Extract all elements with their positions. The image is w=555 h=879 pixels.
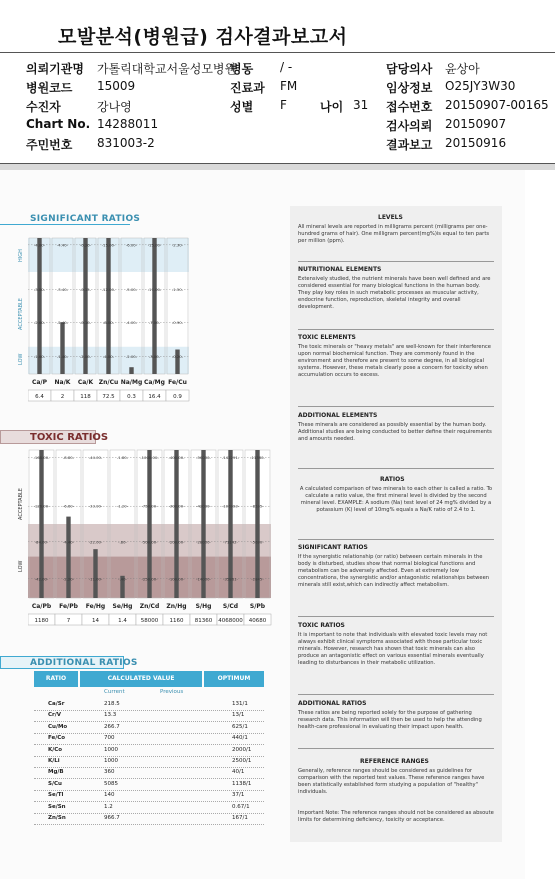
table-row (34, 724, 264, 734)
label-doctor: 담당의사 (386, 62, 433, 76)
current-value: 218.5 (104, 701, 120, 707)
tick-label: -44.00- (88, 454, 103, 460)
ratio-name: Cu/Mo (48, 723, 68, 730)
table-row (34, 815, 264, 825)
label-request-date: 검사의뢰 (386, 119, 433, 133)
tick-label: -250.00- (141, 576, 158, 582)
row-divider (34, 733, 264, 734)
text-additional-elements: These minerals are considered as possibly essential by the human body. Additional studies are being conducted to better define their requirements and amounts needed. (298, 422, 492, 442)
value-hospital-code: 15009 (97, 79, 136, 93)
tick-label: -1.60- (33, 353, 46, 359)
current-value: 360 (104, 769, 115, 776)
tick-label: -1.50- (171, 287, 184, 293)
tick-label: -6.00- (125, 242, 138, 248)
divider (298, 468, 494, 469)
divider (0, 224, 130, 225)
heading-levels: LEVELS (378, 214, 403, 221)
optimum-value: 37/1 (232, 792, 245, 799)
current-value: 700 (104, 735, 115, 742)
category-label: Ca/K (77, 379, 94, 386)
tick-label: -500.00- (141, 539, 158, 545)
category-label: Ca/Mg (144, 379, 165, 386)
ratio-name: Cr/V (48, 712, 62, 719)
label-report-date: 결과보고 (386, 138, 433, 152)
tick-label: -200.00- (168, 539, 185, 545)
value-label: 1160 (169, 618, 184, 624)
tick-label: -8.00- (102, 319, 115, 325)
category-label: Zn/Hg (166, 603, 187, 610)
current-value: 966.7 (104, 815, 120, 821)
bar-na-mg (129, 367, 133, 374)
heading-additional-ratios: ADDITIONAL RATIOS (298, 700, 367, 707)
tick-label: -42.00- (34, 576, 49, 582)
report-header (0, 0, 555, 164)
divider (298, 748, 494, 749)
value-chart-no: 14288011 (97, 117, 159, 131)
heading-toxic-ratios: TOXIC RATIOS (298, 622, 345, 629)
value-clinical-info: O25JY3W30 (445, 79, 516, 93)
tick-label: -3.00- (148, 353, 161, 359)
ratio-name: K/Li (48, 758, 60, 764)
text-additional-ratios: These ratios are being reported solely for the purpose of gathering research data. This information will then be used to help the attending health-care professional in evaluating their impact upon health. (298, 710, 482, 730)
column-header-ratio: RATIO (34, 671, 78, 687)
optimum-value: 2500/1 (232, 758, 252, 764)
tick-label: -3.00- (33, 287, 46, 293)
ratio-name: Se/Tl (48, 792, 64, 799)
ratio-name: Zn/Sn (48, 815, 66, 821)
label-age: 나이 (320, 100, 344, 114)
tick-label: -3.40- (56, 287, 69, 293)
tick-label: -35861- (223, 576, 238, 582)
tick-label: -56000- (196, 454, 211, 460)
tick-label: -2.00- (125, 353, 138, 359)
row-divider (34, 813, 264, 814)
label-patient: 수진자 (26, 100, 61, 114)
tick-label: -4.40- (56, 242, 69, 248)
tick-label: -84.00- (34, 539, 49, 545)
value-ward: / - (280, 60, 293, 74)
tick-label: -2.20- (62, 576, 75, 582)
category-label: Ca/Pb (31, 603, 52, 610)
tick-label: -126.00- (33, 503, 50, 509)
tick-label: -5.00- (125, 287, 138, 293)
table-row (34, 769, 264, 779)
table-row (34, 747, 264, 757)
divider (298, 616, 494, 617)
tick-label: -400.00- (168, 454, 185, 460)
value-label: 0.3 (127, 394, 136, 400)
column-header-optimum: OPTIMUM (204, 671, 264, 687)
row-divider (34, 767, 264, 768)
subheader-current: Current (104, 689, 125, 695)
heading-significant-ratios: SIGNIFICANT RATIOS (298, 544, 368, 551)
optimum-value: 440/1 (232, 735, 248, 742)
tick-label: -42000- (196, 503, 211, 509)
table-row (34, 792, 264, 802)
optimum-value: 0.67/1 (232, 803, 250, 810)
toxic-ratios-chart (28, 444, 276, 634)
value-doctor: 윤상아 (445, 62, 480, 76)
bar-fe-pb (66, 517, 70, 598)
tick-label: -0.20- (171, 353, 184, 359)
current-value: 1000 (104, 746, 118, 753)
tick-label: -4.40- (62, 539, 75, 545)
value-department: FM (280, 79, 298, 93)
divider (298, 261, 494, 262)
tick-label: -22.00- (88, 539, 103, 545)
tick-label: -71142- (223, 539, 238, 545)
value-label: 118 (80, 394, 91, 400)
ratio-name: K/Co (48, 746, 63, 753)
value-label: 1.4 (118, 618, 127, 624)
tick-label: -6.60- (62, 503, 75, 509)
label-hospital-code: 병원코드 (26, 81, 73, 95)
optimum-value: 131/1 (232, 701, 248, 707)
value-label: 4068000 (218, 618, 243, 624)
tick-label: -11.00- (88, 576, 103, 582)
significant-ratios-chart (28, 232, 194, 410)
tick-label: -106993- (221, 503, 240, 509)
tick-label: -2.00- (79, 353, 92, 359)
category-label: Na/Mg (120, 379, 143, 386)
toxic-ratios-title: TOXIC RATIOS (30, 432, 109, 443)
zone-high-label: HIGH (18, 249, 24, 262)
label-clinical-info: 임상정보 (386, 81, 433, 95)
tick-label: -12.00- (101, 287, 116, 293)
ratio-name: S/Cu (48, 780, 62, 787)
text-toxic-ratios: It is important to note that individuals with elevated toxic levels may not always exhibit clinical symptoms associated with those particular toxic minerals. However, research has shown that toxic minerals can also produce an antagonistic effect on various essential minerals eventually leading to disturbances in their metabolic utilization. (298, 632, 488, 666)
optimum-value: 625/1 (232, 723, 248, 730)
column-header-calculated: CALCULATED VALUE (80, 671, 202, 687)
row-divider (34, 710, 264, 711)
category-label: S/Pb (249, 603, 266, 610)
tick-label: -8535- (251, 503, 264, 509)
explanations-panel (290, 206, 502, 842)
tick-label: -100.00- (168, 576, 185, 582)
tick-label: -15.00- (101, 242, 116, 248)
tick-label: -8.80- (62, 454, 75, 460)
report-title: 모발분석(병원급) 검사결과보고서 (58, 26, 348, 48)
category-label: Fe/Pb (59, 603, 78, 610)
zone-acceptable-label: ACCEPTABLE (18, 298, 24, 330)
tick-label: -4.00- (33, 242, 46, 248)
divider (298, 539, 494, 540)
tick-label: -4.00- (125, 319, 138, 325)
text-ratios: A calculated comparison of two minerals to each other is called a ratio. To calculate a ratio value, the first mineral level is divided by the second mineral level. EXAMPLE: A sodium (Na) test level of 24 mg% divided by a potassium (K) level of 10mg% equals a Na/K ratio of 2.4 to 1. (299, 486, 493, 513)
value-sex: F (280, 98, 287, 112)
zone-acceptable-label: ACCEPTABLE (18, 488, 24, 520)
divider (0, 52, 555, 53)
tick-label: -14000- (196, 576, 211, 582)
tick-label: -300.00- (168, 503, 185, 509)
tick-label: -.40- (118, 576, 127, 582)
tick-label: -168.00- (33, 454, 50, 460)
value-label: 6.4 (35, 394, 44, 400)
value-label: 16.4 (148, 394, 161, 400)
row-divider (34, 756, 264, 757)
tick-label: -15.00- (147, 242, 162, 248)
tick-label: -2.60- (33, 319, 46, 325)
category-label: Na/K (54, 379, 71, 386)
text-important-note: Important Note: The reference ranges should not be considered as absoute limits for determining deficiency, toxicity or acceptance. (298, 810, 494, 823)
optimum-value: 13/1 (232, 712, 245, 719)
text-significant-ratios: If the synergistic relationship (or ratio) between certain minerals in the body is disturbed, studies show that normal biological functions and metabolism can be adversely affected. Even at extremely low concentrations, the synergistic and/or antagonistic relationships between minerals still exist,which can indirectly affect metabolism. (298, 554, 490, 588)
value-receipt-no: 20150907-00165 (445, 98, 549, 112)
zone-low-label: LOW (18, 560, 24, 572)
optimum-value: 2000/1 (232, 746, 252, 753)
tick-label: -0.15- (79, 287, 92, 293)
tick-label: -1.40- (56, 353, 69, 359)
bar-fe-hg (93, 549, 97, 598)
tick-label: -5690- (251, 539, 264, 545)
value-age: 31 (353, 98, 369, 112)
text-levels: All mineral levels are reported in milligrams percent (milligrams per one-hundred grams of hair). One milligram percent(mg%)is equal to ten parts per million (ppm). (298, 224, 490, 244)
heading-reference-ranges: REFERENCE RANGES (360, 758, 429, 765)
bar-na-k (60, 322, 64, 374)
heading-ratios: RATIOS (380, 476, 405, 483)
current-value: 1.2 (104, 803, 113, 810)
category-label: Zn/Cd (139, 603, 160, 610)
row-divider (34, 744, 264, 745)
value-label: 7 (66, 618, 71, 624)
text-nutritional: Extensively studied, the nutrient minerals have been well defined and are considered essential for many biological functions in the human body. They play key roles in such metabolic processes as muscular activity, endocrine function, reproduction, skeletal integrity and overall development. (298, 276, 491, 310)
ratio-name: Fe/Co (48, 735, 66, 742)
current-value: 1000 (104, 758, 118, 764)
tick-label: -1.80- (116, 454, 129, 460)
value-institution: 가톨릭대학교서울성모병원 (97, 62, 237, 76)
category-label: S/Cd (222, 603, 239, 610)
category-label: Fe/Cu (168, 379, 187, 386)
current-value: 140 (104, 792, 115, 799)
divider (298, 694, 494, 695)
label-sex: 성별 (230, 100, 254, 114)
category-label: S/Hg (195, 603, 212, 610)
tick-label: -.80- (118, 539, 127, 545)
value-label: 1180 (34, 618, 49, 624)
row-divider (34, 801, 264, 802)
table-row (34, 735, 264, 745)
value-resident-no: 831003-2 (97, 136, 155, 150)
value-label: 0.9 (173, 394, 182, 400)
label-receipt-no: 접수번호 (386, 100, 433, 114)
optimum-value: 167/1 (232, 815, 248, 821)
text-reference-ranges: Generally, reference ranges should be considered as guidelines for comparison with the reported test values. These reference ranges have been statistically established form studying a population of "healthy" individuals. (298, 768, 485, 795)
subheader-previous: Previous (160, 689, 184, 695)
tick-label: -750.00- (141, 503, 158, 509)
ratio-name: Se/Sn (48, 803, 66, 810)
current-value: 13.3 (104, 712, 117, 719)
category-label: Zn/Cu (98, 379, 119, 386)
label-chart-no: Chart No. (26, 117, 91, 131)
heading-nutritional: NUTRITIONAL ELEMENTS (298, 266, 382, 273)
current-value: 5085 (104, 780, 118, 787)
additional-ratios-title: ADDITIONAL RATIOS (30, 658, 138, 668)
row-divider (34, 778, 264, 779)
significant-ratios-title: SIGNIFICANT RATIOS (30, 214, 141, 224)
label-department: 진료과 (230, 81, 265, 95)
divider (298, 329, 494, 330)
category-label: Ca/P (31, 379, 48, 386)
tick-label: -2.40- (56, 319, 69, 325)
category-label: Se/Hg (112, 603, 133, 610)
tick-label: -33.00- (88, 503, 103, 509)
value-label: 40680 (248, 618, 267, 624)
tick-label: -11380- (250, 454, 265, 460)
category-label: Fe/Hg (85, 603, 106, 610)
optimum-value: 40/1 (232, 769, 245, 776)
value-label: 14 (92, 618, 99, 624)
tick-label: -2845- (251, 576, 264, 582)
text-toxic-elements: The toxic minerals or "heavy metals" are well-known for their interference upon normal biochemical function. They are commonly found in the environment and therefore are present to some degree, in all biological systems. However, these metals clearly pose a concern for toxicity when accumulation occurs to excess. (298, 344, 491, 378)
label-ward: 병동 (230, 62, 254, 76)
tick-label: -1.20- (116, 503, 129, 509)
table-row (34, 712, 264, 722)
ratio-name: Mg/B (48, 769, 64, 776)
tick-label: -4.00- (102, 353, 115, 359)
tick-label: -0.20- (79, 242, 92, 248)
divider (298, 406, 494, 407)
row-divider (34, 824, 264, 825)
ratio-name: Ca/Sr (48, 701, 65, 707)
heading-additional-elements: ADDITIONAL ELEMENTS (298, 412, 378, 419)
page-margin (525, 170, 555, 879)
value-label: 2 (60, 394, 65, 400)
zone-low-label: LOW (18, 353, 24, 365)
tick-label: -142291- (221, 454, 240, 460)
value-patient: 강나영 (97, 100, 132, 114)
optimum-value: 1138/1 (232, 780, 252, 787)
tick-label: -2.30- (171, 242, 184, 248)
table-row (34, 804, 264, 814)
row-divider (34, 790, 264, 791)
heading-toxic-elements: TOXIC ELEMENTS (298, 334, 356, 341)
table-row (34, 758, 264, 768)
tick-label: -0.10- (79, 319, 92, 325)
table-row (34, 701, 264, 711)
label-resident-no: 주민번호 (26, 138, 73, 152)
row-divider (34, 721, 264, 722)
value-report-date: 20150916 (445, 136, 507, 150)
tick-label: -7.00- (148, 319, 161, 325)
value-label: 81360 (194, 618, 213, 624)
value-request-date: 20150907 (445, 117, 507, 131)
value-label: 58000 (140, 618, 159, 624)
value-label: 72.5 (102, 394, 115, 400)
label-institution: 의뢰기관명 (26, 62, 84, 76)
tick-label: -11.00- (147, 287, 162, 293)
tick-label: -28000- (196, 539, 211, 545)
current-value: 266.7 (104, 723, 120, 730)
tick-label: -1000.00- (140, 454, 159, 460)
table-row (34, 781, 264, 791)
tick-label: -0.90- (171, 319, 184, 325)
